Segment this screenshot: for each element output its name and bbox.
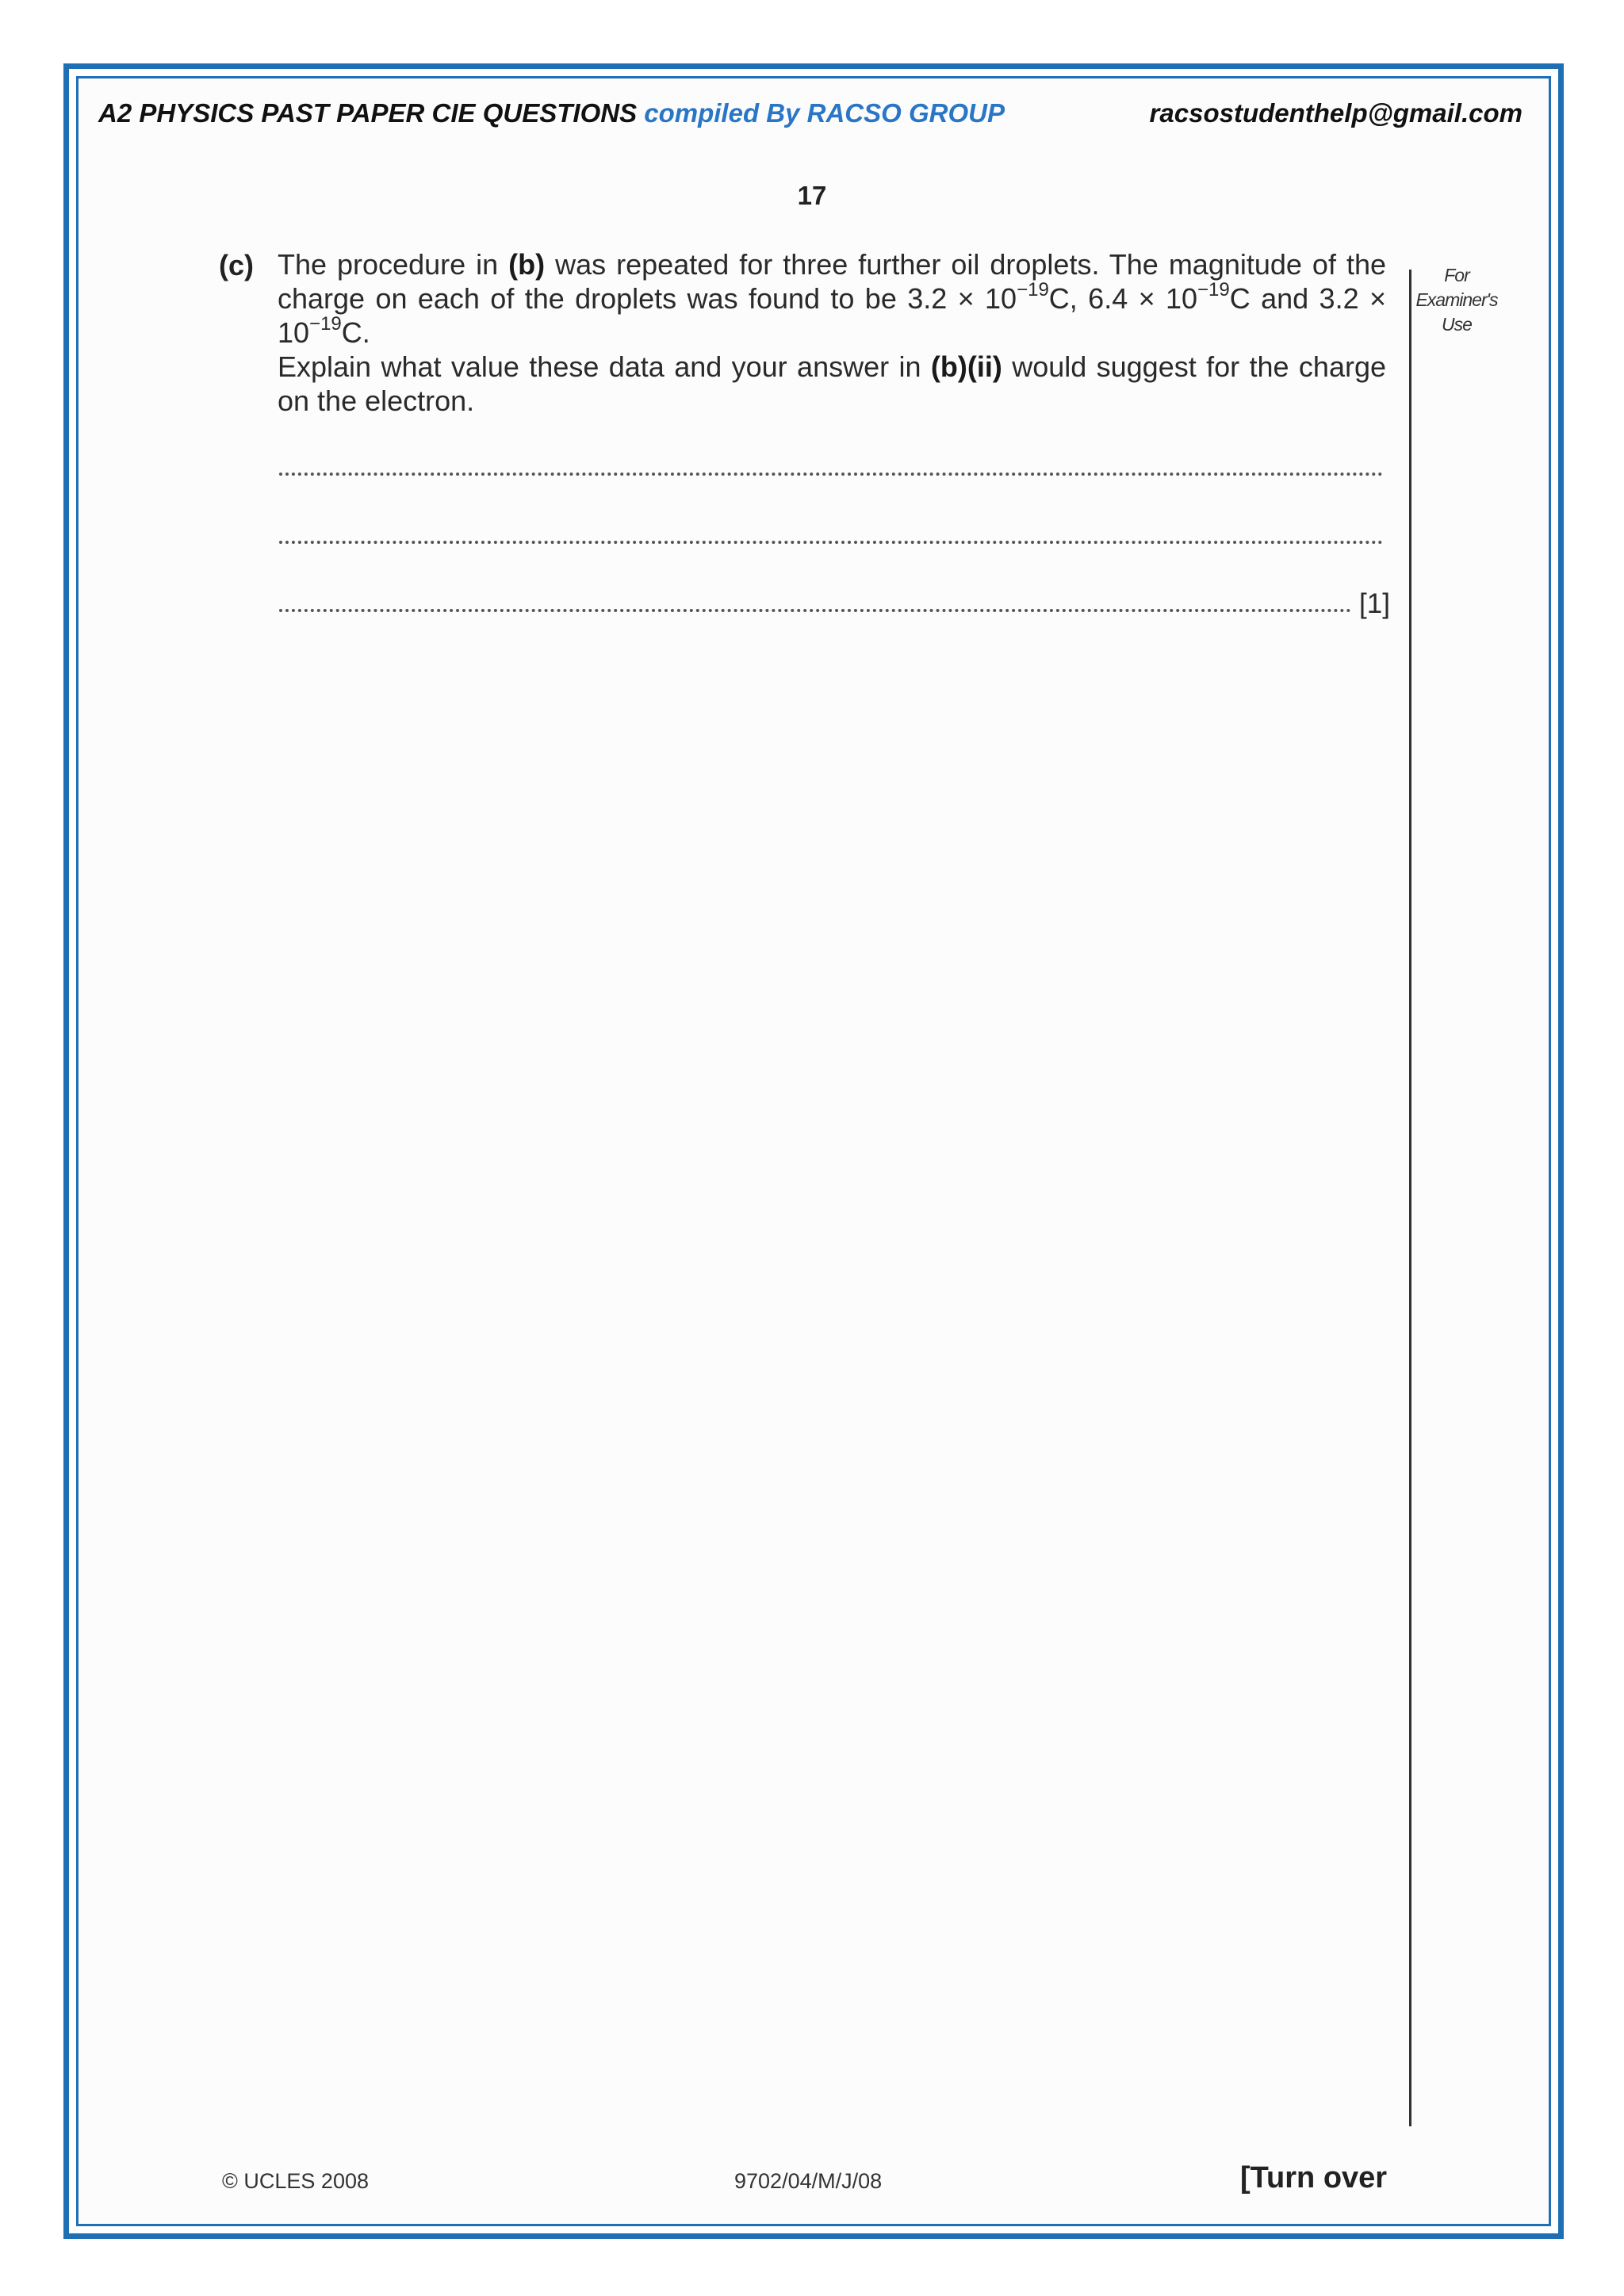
question-label: (c) [219, 249, 254, 281]
footer-paper-code: 9702/04/M/J/08 [734, 2169, 883, 2193]
question-ref-b: (b) [508, 248, 546, 281]
question-text-part: Explain what value these data and your answer in [278, 350, 931, 383]
header-title-compiler: compiled By RACSO GROUP [644, 98, 1005, 128]
question-text-part: The procedure in [278, 248, 509, 281]
question-text-part: C, 6.4 × 10 [1048, 282, 1198, 315]
answer-line[interactable] [279, 541, 1383, 544]
question-text-part: C. [341, 316, 370, 349]
answer-line[interactable] [279, 609, 1351, 612]
examiner-label-line: Use [1442, 314, 1472, 335]
exponent: −19 [1197, 279, 1230, 300]
question-text-part: C and 3.2 × 10 [278, 282, 1386, 349]
examiner-use-label [1413, 263, 1500, 337]
header-title [98, 98, 1005, 128]
question-text-part: was repeated for three further oil droplets. The magnitude of the charge on each of the droplets was found to be 3.2 × 10 [278, 248, 1386, 315]
footer-copyright: © UCLES 2008 [222, 2169, 369, 2193]
mark-allocation: [1] [1354, 588, 1390, 620]
question-paragraph-2 [278, 350, 1386, 418]
exponent: −19 [1017, 279, 1049, 300]
examiner-label-line: Examiner's [1415, 289, 1498, 310]
examiner-label-line: For [1444, 265, 1469, 285]
question-text [278, 247, 1386, 418]
footer-turn-over: [Turn over [1240, 2161, 1388, 2195]
header-title-main: A2 PHYSICS PAST PAPER CIE QUESTIONS [98, 98, 638, 128]
exponent: −19 [309, 313, 342, 335]
answer-line[interactable] [279, 473, 1383, 476]
page-number: 17 [797, 181, 827, 210]
examiner-margin-rule [1409, 270, 1411, 2126]
question-paragraph-1 [278, 247, 1386, 350]
question-ref-bii: (b)(ii) [930, 350, 1002, 383]
header-email: racsostudenthelp@gmail.com [1149, 98, 1522, 128]
question-text-part: would suggest for the charge on the electron. [278, 350, 1386, 417]
